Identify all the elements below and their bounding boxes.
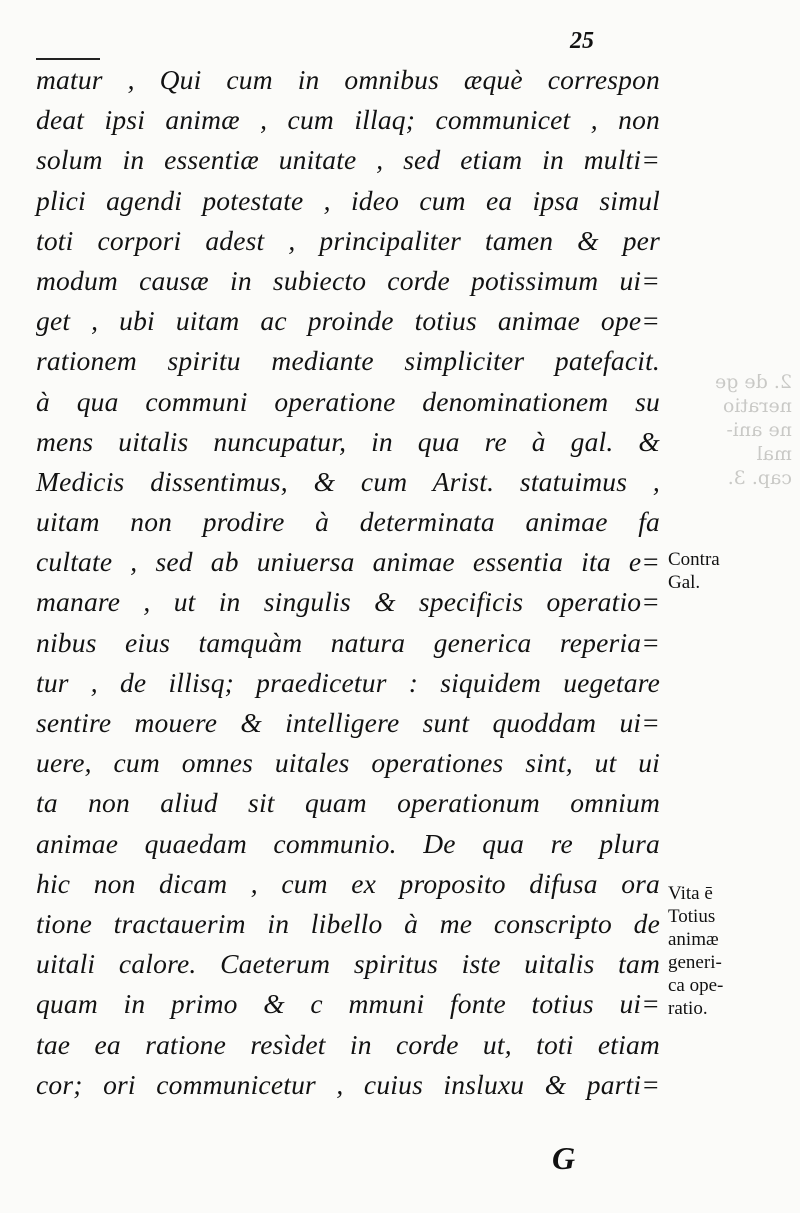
text-line: hic non dicam , cum ex proposito difusa ora (36, 867, 660, 899)
text-line: mens uitalis nuncupatur, in qua re à gal. & (36, 425, 660, 457)
text-line: plici agendi potestate , ideo cum ea ipsa simul (36, 184, 660, 216)
text-line: manare , ut in singulis & specificis operatio= (36, 586, 660, 618)
text-line: solum in essentiæ unitate , sed etiam in multi= (36, 144, 660, 176)
text-line: rationem spiritu mediante simpliciter patefacit. (36, 345, 660, 377)
text-line: à qua communi operatione denominationem su (36, 385, 660, 417)
sidenote-line: Gal. (668, 572, 701, 593)
text-line: get , ubi uitam ac proinde totius animae ope= (36, 305, 660, 337)
sidenote-line: ratio. (668, 998, 708, 1019)
text-line: Medicis dissentimus, & cum Arist. statuimus , (36, 465, 660, 497)
text-line: matur , Qui cum in omnibus æquè correspon (36, 64, 660, 95)
body-text (36, 60, 660, 1105)
sidenote-line: Contra (668, 549, 720, 570)
text-line: quam in primo & c mmuni fonte totius ui= (36, 988, 660, 1020)
text-line: tur , de illisq; praedicetur : siquidem uegetare (36, 666, 660, 698)
page-number: 25 (570, 28, 594, 54)
sidenote-vita-totius (668, 882, 793, 1020)
sidenote-line: animæ (668, 929, 719, 950)
sidenote-contra-gal (668, 548, 793, 594)
sidenote-line: Totius (668, 906, 716, 927)
bleed-line: ne ani- (726, 419, 792, 441)
bleed-through-text (672, 370, 792, 490)
bleed-line: mal (756, 443, 792, 465)
text-line: toti corpori adest , principaliter tamen & per (36, 224, 660, 256)
text-line: uere, cum omnes uitales operationes sint, ut ui (36, 747, 660, 779)
sidenote-line: ca ope- (668, 975, 724, 996)
text-line: cor; ori communicetur , cuius insluxu & parti= (36, 1068, 660, 1100)
sidenote-line: Vita ē (668, 883, 713, 904)
text-line: animae quaedam communio. De qua re plura (36, 827, 660, 859)
text-line: tae ea ratione resìdet in corde ut, toti etiam (36, 1028, 660, 1060)
text-line: nibus eius tamquàm natura generica reperia= (36, 626, 660, 658)
text-line: uitam non prodire à determinata animae fa (36, 506, 660, 538)
signature-mark: G (552, 1140, 576, 1176)
sidenote-line: generi- (668, 952, 722, 973)
text-line: cultate , sed ab uniuersa animae essentia ita e= (36, 546, 660, 578)
bleed-line: cap. 3. (727, 467, 792, 489)
text-line: ta non aliud sit quam operationum omnium (36, 787, 660, 819)
text-line: modum causæ in subiecto corde potissimum ui= (36, 264, 660, 296)
text-line: tione tractauerim in libello à me conscripto de (36, 907, 660, 939)
bleed-line: 2. de ge (714, 371, 792, 393)
text-line: uitali calore. Caeterum spiritus iste uitalis tam (36, 948, 660, 980)
text-line: deat ipsi animæ , cum illaq; communicet , non (36, 104, 660, 136)
text-line: sentire mouere & intelligere sunt quoddam ui= (36, 707, 660, 738)
bleed-line: neratio (722, 395, 792, 417)
